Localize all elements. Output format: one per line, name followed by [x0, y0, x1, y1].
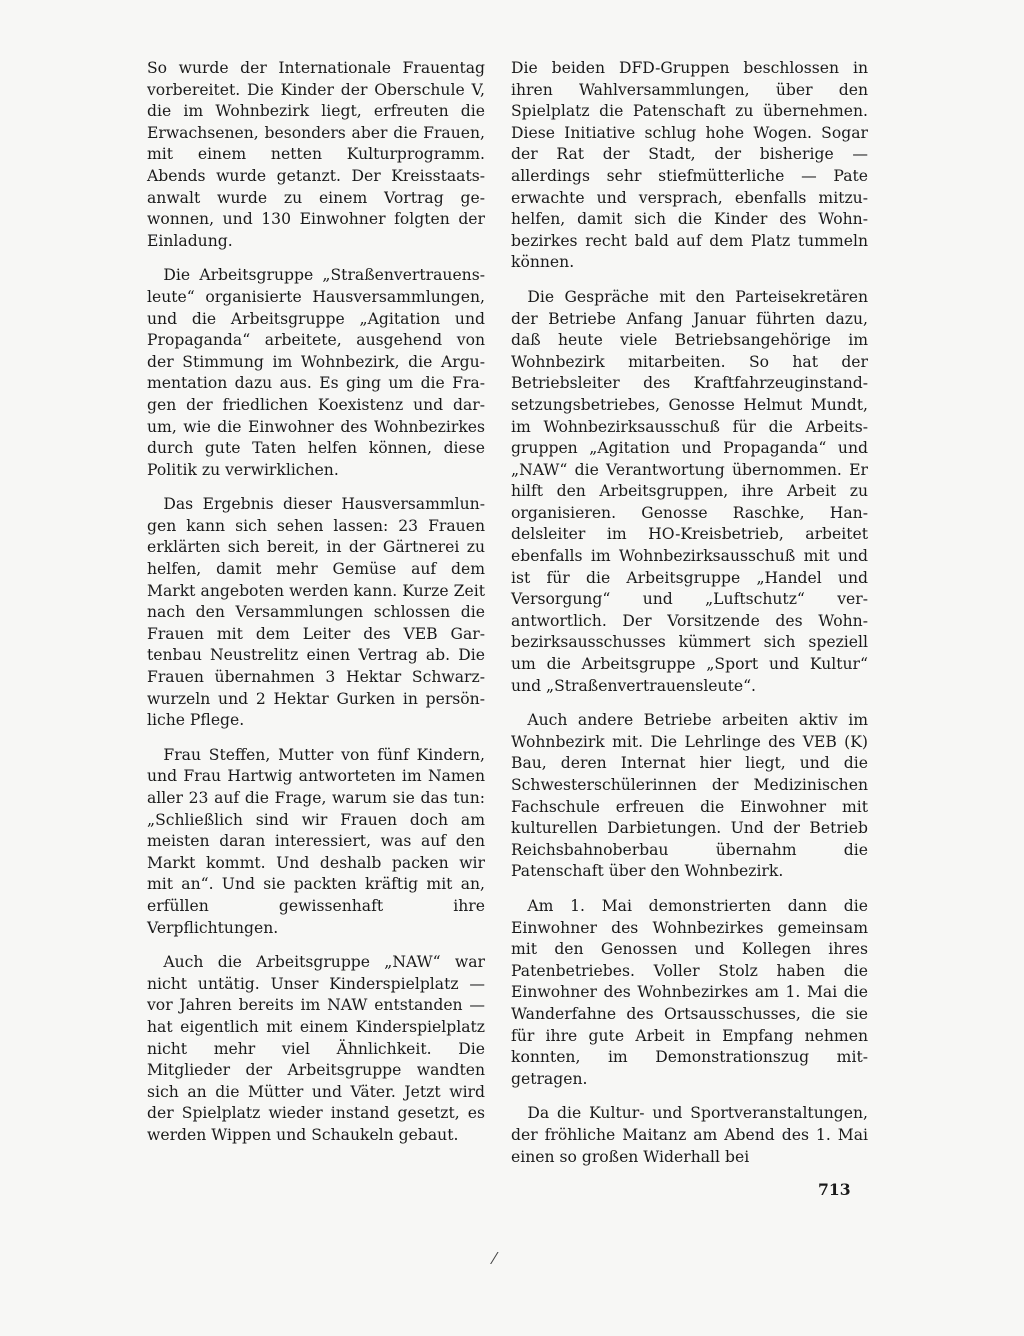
paragraph: Am 1. Mai demonstrierten dann die Einwohner des Wohnbezirkes gemeinsam mit den Genossen und Kollegen ihres Patenbetriebes. Voller Stolz haben die Einwohner des Wohnbezirkes am 1. Mai die Wanderfahne des Ortsausschusses, die sie für ihre gute Arbeit in Empfang nehmen konnten, im Demonstrationszug mitgetragen. [511, 896, 868, 1088]
paragraph: Die Gespräche mit den Parteisekretären der Betriebe Anfang Januar führten dazu, daß heute viele Betriebsangehörige im Wohnbezirk mitarbeiten. So hat der Betriebsleiter des Kraftfahrzeuginstandsetzungsbetriebes, Genosse Helmut Mundt, im Wohnbezirksausschuß für die Arbeitsgruppen „Agitation und Propaganda“ und „NAW“ die Verantwortung übernommen. Er hilft den Arbeitsgruppen, ihre Arbeit zu organisieren. Genosse Raschke, Handelsleiter im HO-Kreisbetrieb, arbeitet ebenfalls im Wohnbezirksausschuß mit und ist für die Arbeitsgruppe „Handel und Versorgung“ und „Luftschutz“ verantwortlich. Der Vorsitzende des Wohnbezirksausschusses kümmert sich speziell um die Arbeitsgruppe „Sport und Kultur“ und „Straßenvertrauensleute“. [511, 287, 868, 695]
left-column [147, 58, 485, 1160]
paragraph: Auch andere Betriebe arbeiten aktiv im Wohnbezirk mit. Die Lehrlinge des VEB (K) Bau, deren Internat hier liegt, und die Schwesterschülerinnen der Medizinischen Fachschule erfreuen die Einwohner mit kulturellen Darbietungen. Und der Betrieb Reichsbahnoberbau übernahm die Patenschaft über den Wohnbezirk. [511, 711, 868, 881]
paragraph: Auch die Arbeitsgruppe „NAW“ war nicht untätig. Unser Kinderspielplatz — vor Jahren bereits im NAW entstanden — hat eigentlich mit einem Kinderspielplatz nicht mehr viel Ähnlichkeit. Die Mitglieder der Arbeitsgruppe wandten sich an die Mütter und Väter. Jetzt wird der Spielplatz wieder instand gesetzt, es werden Wippen und Schaukeln gebaut. [147, 953, 485, 1144]
paragraph: Die beiden DFD-Gruppen beschlossen in ihren Wahlversammlungen, über den Spielplatz die Patenschaft zu übernehmen. Diese Initiative schlug hohe Wogen. Sogar der Rat der Stadt, der bisherige — allerdings sehr stiefmütterliche — Pate erwachte und versprach, ebenfalls mitzuhelfen, damit sich die Kinder des Wohnbezirkes recht bald auf dem Platz tummeln können. [511, 59, 868, 272]
paragraph: Frau Steffen, Mutter von fünf Kindern, und Frau Hartwig antworteten im Namen aller 23 auf die Frage, warum sie das tun: „Schließlich sind wir Frauen doch am meisten daran interessiert, was auf den Markt kommt. Und deshalb packen wir mit an“. Und sie packten kräftig mit an, erfüllen gewissenhaft ihre Verpflichtungen. [147, 745, 485, 937]
page-number: 713 [818, 1180, 851, 1199]
paragraph: Da die Kultur- und Sportveranstaltungen, der fröhliche Maitanz am Abend des 1. Mai einen so großen Widerhall bei [511, 1104, 868, 1166]
paragraph: So wurde der Internationale Frauentag vorbereitet. Die Kinder der Oberschule V, die im Wohnbezirk liegt, erfreuten die Erwachsenen, besonders aber die Frauen, mit einem netten Kulturprogramm. Abends wurde getanzt. Der Kreisstaatsanwalt wurde zu einem Vortrag gewonnen, und 130 Einwohner folgten der Einladung. [147, 59, 485, 250]
paragraph: Das Ergebnis dieser Hausversammlungen kann sich sehen lassen: 23 Frauen erklärten sich bereit, in der Gärtnerei zu helfen, damit mehr Gemüse auf dem Markt angeboten werden kann. Kurze Zeit nach den Versammlungen schlossen die Frauen mit dem Leiter des VEB Gartenbau Neustrelitz einen Vertrag ab. Die Frauen übernahmen 3 Hektar Schwarzwurzeln und 2 Hektar Gurken in persönliche Pflege. [147, 495, 485, 730]
paragraph: Die Arbeitsgruppe „Straßenvertrauensleute“ organisierte Hausversammlungen, und die Arbeitsgruppe „Agitation und Propaganda“ arbeitete, ausgehend von der Stimmung im Wohnbezirk, die Argumentation dazu aus. Es ging um die Fragen der friedlichen Koexistenz und darum, wie die Einwohner des Wohnbezirkes durch gute Taten helfen können, diese Politik zu verwirklichen. [147, 266, 485, 479]
right-column [511, 58, 868, 1181]
scan-mark: ⁄ [493, 1249, 496, 1268]
